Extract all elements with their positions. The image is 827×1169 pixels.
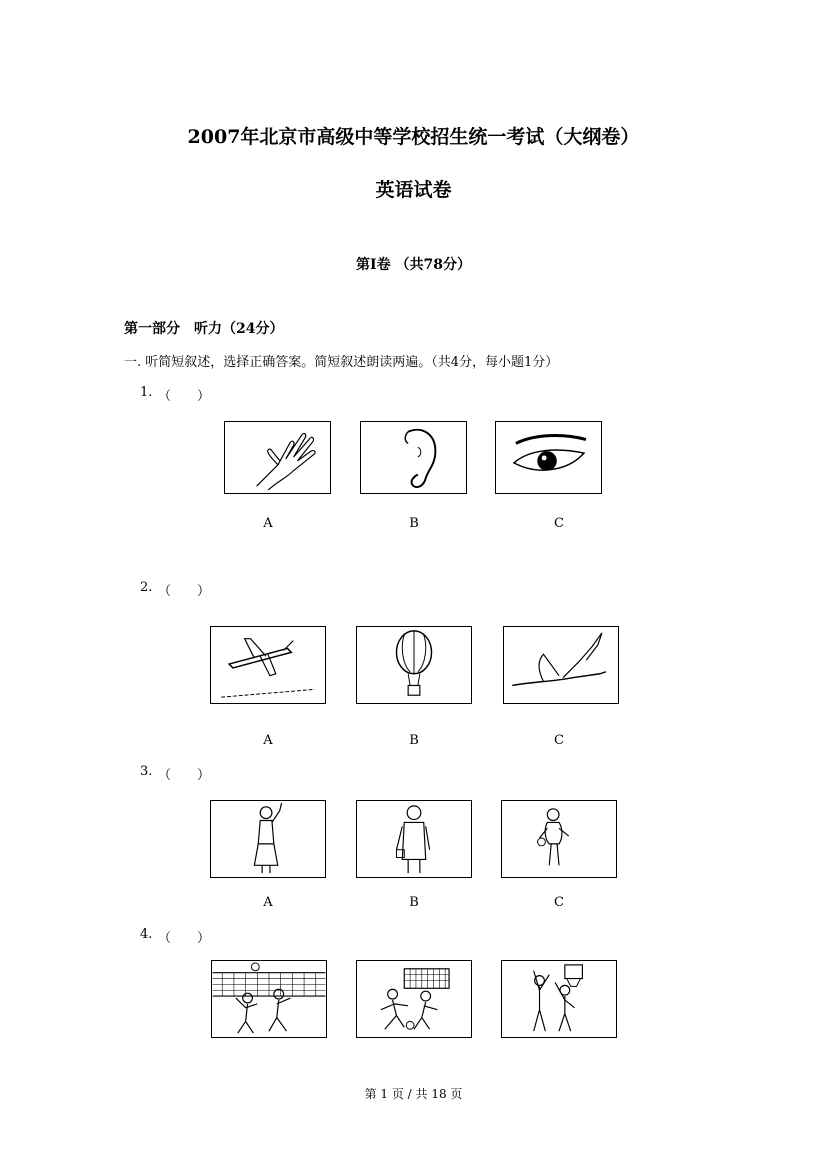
option-label: C [554,516,564,531]
answer-parentheses: （ ） [158,389,211,404]
bird-icon [504,627,618,703]
option-picture-ear [360,421,467,494]
option-picture-volleyball [211,960,327,1038]
answer-parentheses: （ ） [158,768,211,783]
option-picture-balloon [356,626,472,704]
instruction-text: 一. 听简短叙述，选择正确答案。简短叙述朗读两遍。（共4分，每小题1分） [124,355,559,370]
option-picture-football [356,960,472,1038]
option-picture-woman-waving [210,800,326,878]
basketball-icon [502,961,616,1037]
man-icon [357,801,471,877]
option-picture-bird [503,626,619,704]
option-picture-airplane [210,626,326,704]
section-heading: 第Ⅰ卷 （共78分） [356,257,471,273]
exam-title: 2007年北京市高级中等学校招生统一考试（大纲卷） [187,126,640,148]
part-heading: 第一部分 听力（24分） [124,321,284,337]
answer-parentheses: （ ） [158,931,211,946]
option-label: A [263,733,273,748]
option-picture-basketball [501,960,617,1038]
question-number: 2. [140,580,153,595]
question-number: 4. [140,927,153,942]
option-picture-child [501,800,617,878]
option-label: B [409,516,419,531]
child-icon [502,801,616,877]
option-label: A [263,516,273,531]
option-label: B [409,895,419,910]
page-footer: 第 1 页 / 共 18 页 [364,1087,463,1101]
option-picture-man [356,800,472,878]
option-label: C [554,733,564,748]
football-icon [357,961,471,1037]
volleyball-icon [212,961,326,1037]
airplane-icon [211,627,325,703]
option-label: B [409,733,419,748]
question-number: 3. [140,764,153,779]
balloon-icon [357,627,471,703]
option-label: A [263,895,273,910]
woman-icon [211,801,325,877]
option-picture-hand [224,421,331,494]
answer-parentheses: （ ） [158,584,211,599]
ear-icon [361,422,466,493]
hand-icon [225,422,330,493]
option-picture-eye [495,421,602,494]
eye-icon [496,422,601,493]
option-label: C [554,895,564,910]
exam-subtitle: 英语试卷 [375,179,452,201]
question-number: 1. [140,385,153,400]
